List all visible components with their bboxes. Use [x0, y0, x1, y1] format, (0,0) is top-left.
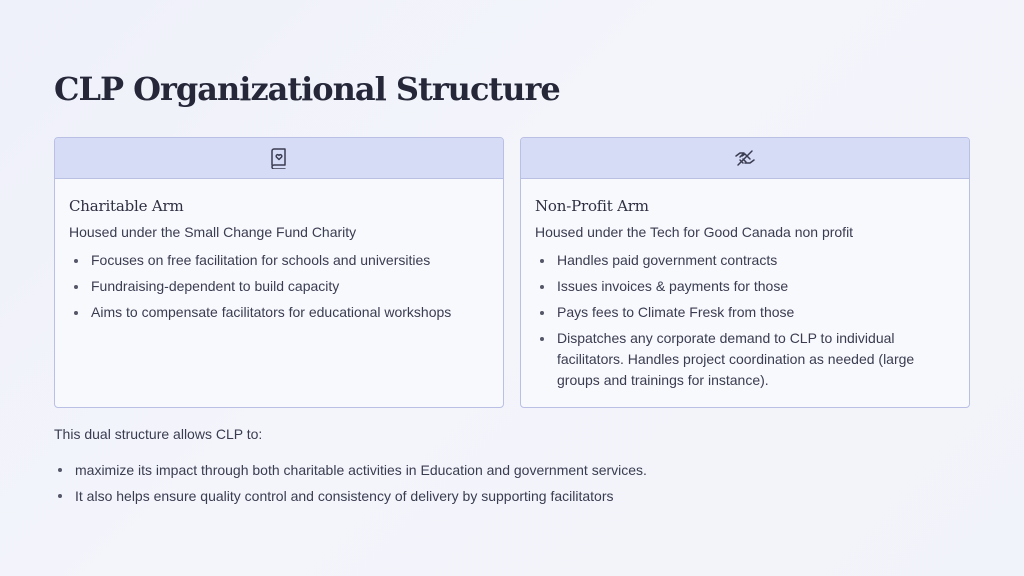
summary-intro: This dual structure allows CLP to:: [54, 426, 263, 442]
card-header: [521, 138, 969, 179]
list-item: maximize its impact through both charitable activities in Education and government services.: [54, 460, 647, 480]
list-item: Dispatches any corporate demand to CLP to individual facilitators. Handles project coordination as needed (large groups and trainings for instance).: [535, 328, 955, 391]
card-header: [55, 138, 503, 179]
card-title: Charitable Arm: [69, 197, 184, 215]
list-item: Focuses on free facilitation for schools and universities: [69, 250, 489, 271]
card-subtitle: Housed under the Tech for Good Canada non profit: [535, 224, 854, 240]
card-bullet-list: [69, 250, 489, 323]
list-item: Pays fees to Climate Fresk from those: [535, 302, 955, 323]
list-item: Fundraising-dependent to build capacity: [69, 276, 489, 297]
page-title: CLP Organizational Structure: [54, 70, 560, 108]
card-subtitle: Housed under the Small Change Fund Charity: [69, 224, 357, 240]
list-item: Aims to compensate facilitators for educational workshops: [69, 302, 489, 323]
handshake-icon: [734, 149, 756, 167]
list-item: Issues invoices & payments for those: [535, 276, 955, 297]
card-bullet-list: [535, 250, 955, 391]
summary-bullet-list: [54, 460, 647, 512]
book-heart-icon: [269, 147, 289, 169]
non-profit-arm-card: [520, 137, 970, 408]
card-title: Non-Profit Arm: [535, 197, 649, 215]
list-item: It also helps ensure quality control and consistency of delivery by supporting facilitators: [54, 486, 647, 506]
charitable-arm-card: [54, 137, 504, 408]
list-item: Handles paid government contracts: [535, 250, 955, 271]
